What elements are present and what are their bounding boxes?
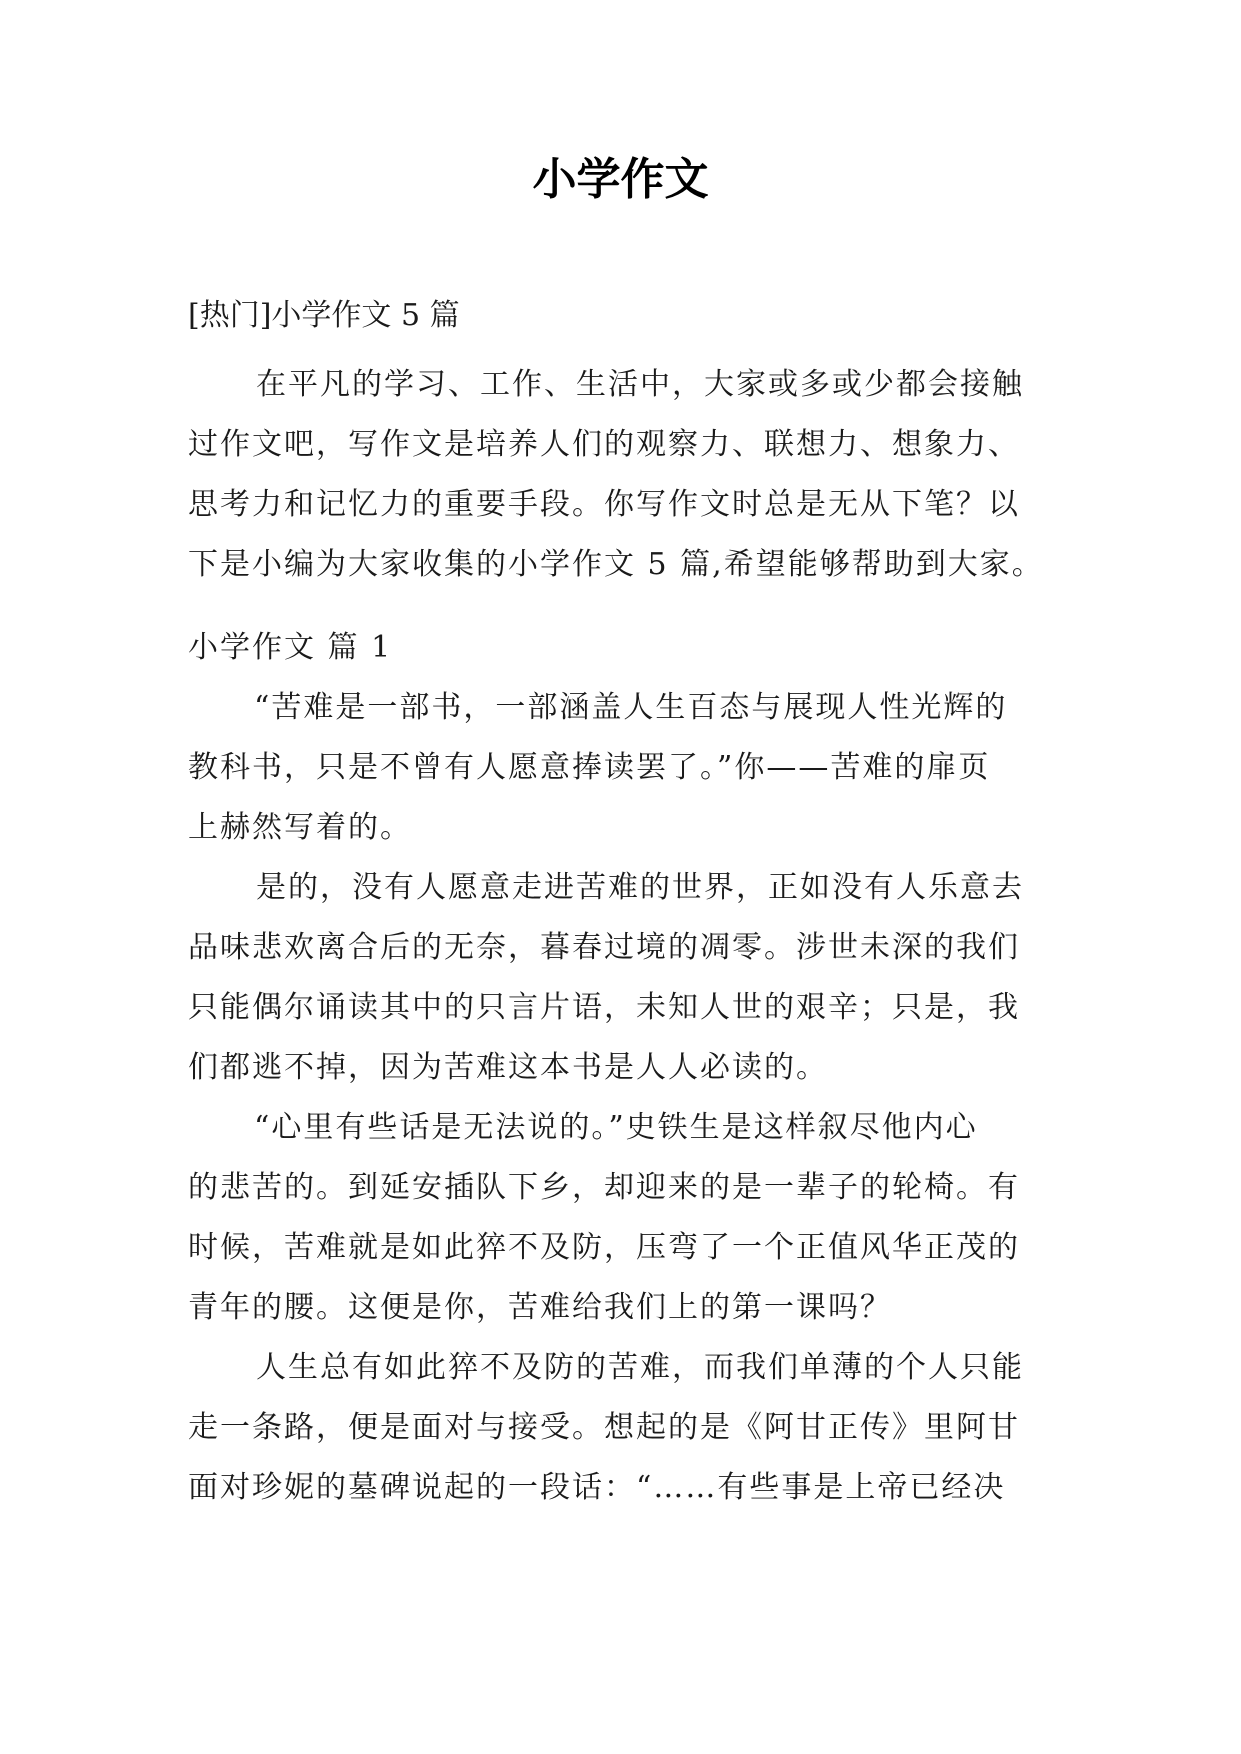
- document-subtitle: [热门]小学作文 5 篇: [188, 298, 460, 333]
- body-line: 人生总有如此猝不及防的苦难，而我们单薄的个人只能: [256, 1350, 1024, 1385]
- body-line: 是的，没有人愿意走进苦难的世界，正如没有人乐意去: [256, 870, 1024, 905]
- body-line: 只能偶尔诵读其中的只言片语，未知人世的艰辛；只是，我: [188, 990, 1020, 1025]
- body-line: 们都逃不掉，因为苦难这本书是人人必读的。: [188, 1050, 828, 1085]
- intro-paragraph: [188, 355, 1068, 595]
- body-line: 的悲苦的。到延安插队下乡，却迎来的是一辈子的轮椅。有: [188, 1170, 1020, 1205]
- intro-line: 下是小编为大家收集的小学作文 5 篇,希望能够帮助到大家。: [188, 547, 1044, 582]
- intro-line: 过作文吧，写作文是培养人们的观察力、联想力、想象力、: [188, 427, 1020, 462]
- intro-line: 思考力和记忆力的重要手段。你写作文时总是无从下笔？以: [188, 487, 1020, 522]
- body-line: 教科书，只是不曾有人愿意捧读罢了。”你——苦难的扉页: [188, 750, 991, 785]
- body-line: 时候，苦难就是如此猝不及防，压弯了一个正值风华正茂的: [188, 1230, 1020, 1265]
- section-heading: 小学作文 篇 1: [188, 630, 393, 665]
- body-line: 青年的腰。这便是你，苦难给我们上的第一课吗？: [188, 1290, 892, 1325]
- body-line: “苦难是一部书，一部涵盖人生百态与展现人性光辉的: [254, 690, 1008, 725]
- body-line: 走一条路，便是面对与接受。想起的是《阿甘正传》里阿甘: [188, 1410, 1020, 1445]
- essay-section-1: [188, 618, 1068, 1518]
- body-line: 品味悲欢离合后的无奈，暮春过境的凋零。涉世未深的我们: [188, 930, 1020, 965]
- document-title: 小学作文: [532, 154, 709, 205]
- body-line: 面对珍妮的墓碑说起的一段话：“……有些事是上帝已经决: [188, 1470, 1006, 1505]
- body-line: “心里有些话是无法说的。”史铁生是这样叙尽他内心: [254, 1110, 978, 1145]
- intro-line: 在平凡的学习、工作、生活中，大家或多或少都会接触: [256, 367, 1024, 402]
- body-line: 上赫然写着的。: [188, 810, 412, 845]
